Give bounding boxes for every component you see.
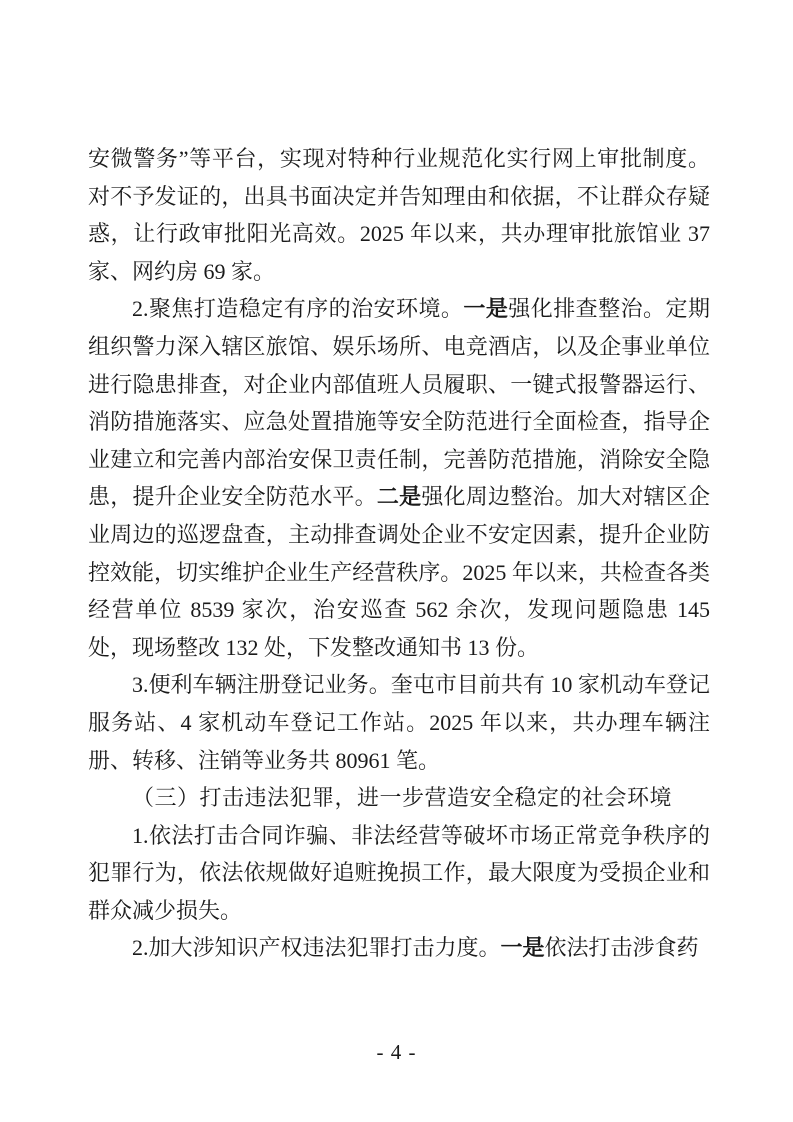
text-run: 强化周边整治。加大对辖区企业周边的巡逻盘查，主动排查调处企业不安定因素，提升企业防控效能，切实维护企业生产经营秩序。2025 年以来，共检查各类经营单位 8539 家次，治安巡查 562 余次，发现问题隐患 145 处，现场整改 132 处，下发整改通知书 13 份。 — [88, 484, 710, 660]
text-run: 依法打击涉食药 — [544, 935, 699, 961]
text-run: 强化排查整治。定期组织警力深入辖区旅馆、娱乐场所、电竞酒店，以及企事业单位进行隐患排查，对企业内部值班人员履职、一键式报警器运行、消防措施落实、应急处置措施等安全防范进行全面检查，指导企业建立和完善内部治安保卫责任制，完善防范措施，消除安全隐患，提升企业安全防范水平。 — [88, 296, 710, 510]
para-continuation-licensing — [88, 140, 710, 290]
para-2-public-order-environment — [88, 290, 710, 666]
page-number: - 4 - — [376, 1040, 417, 1064]
para-2-ip-crimes — [88, 929, 710, 967]
bold-run: 一是 — [463, 296, 509, 322]
para-1-fraud-crackdown — [88, 817, 710, 930]
text-run: （三）打击违法犯罪，进一步营造安全稳定的社会环境 — [132, 785, 673, 811]
bold-run: 二是 — [376, 484, 422, 510]
heading-section-three — [88, 779, 710, 817]
text-run: 2.聚焦打造稳定有序的治安环境。 — [132, 296, 464, 322]
text-run: 2.加大涉知识产权违法犯罪打击力度。 — [132, 935, 501, 961]
document-body — [88, 140, 710, 967]
bold-run: 一是 — [500, 935, 545, 961]
text-run: 1.依法打击合同诈骗、非法经营等破坏市场正常竞争秩序的犯罪行为，依法依规做好追赃挽损工作，最大限度为受损企业和群众减少损失。 — [88, 822, 710, 923]
para-3-vehicle-registration — [88, 666, 710, 779]
text-run: 安微警务”等平台，实现对特种行业规范化实行网上审批制度。对不予发证的，出具书面决定并告知理由和依据，不让群众存疑惑，让行政审批阳光高效。2025 年以来，共办理审批旅馆业 37 家、网约房 69 家。 — [88, 146, 710, 284]
text-run: 3.便利车辆注册登记业务。奎屯市目前共有 10 家机动车登记服务站、4 家机动车登记工作站。2025 年以来，共办理车辆注册、转移、注销等业务共 80961 笔。 — [88, 672, 710, 773]
